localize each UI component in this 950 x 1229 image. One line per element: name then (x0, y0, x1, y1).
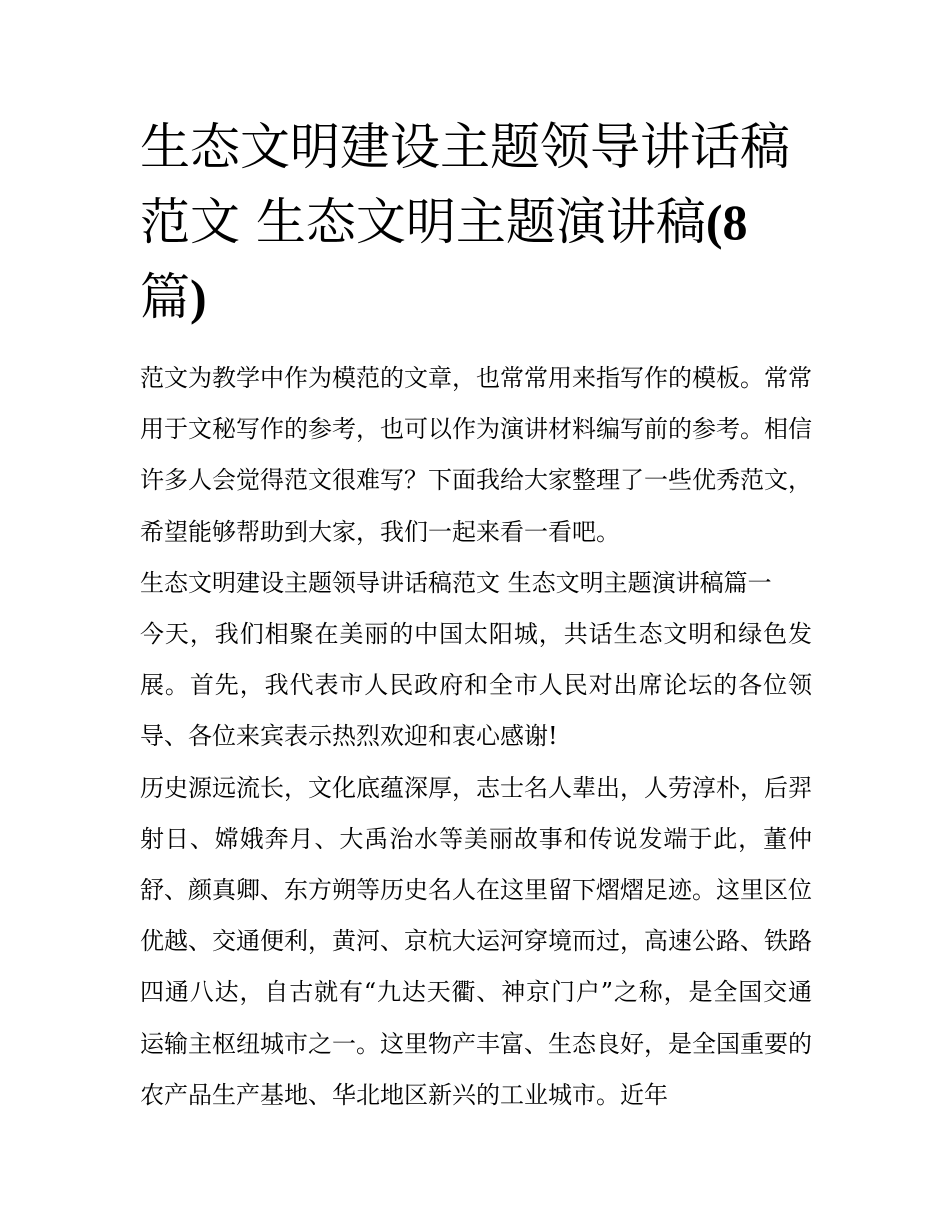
section-heading: 生态文明建设主题领导讲话稿范文 生态文明主题演讲稿篇一 (140, 568, 772, 597)
title-count-open: (8 (705, 194, 748, 250)
history-paragraph: 历史源远流长，文化底蕴深厚，志士名人辈出，人劳淳朴，后羿射日、嫦娥奔月、大禹治水等美丽故事和传说发端于此，董仲舒、颜真卿、东方朔等历史名人在这里留下熠熠足迹。这里区位优越、交通便利，黄河、京杭大运河穿境而过，高速公路、铁路四通八达，自古就有“九达天衢、神京门户”之称，是全国交通运输主枢纽城市之一。这里物产丰富、生态良好，是全国重要的农产品生产基地、华北地区新兴的工业城市。近年 (140, 773, 812, 1109)
welcome-paragraph: 今天，我们相聚在美丽的中国太阳城，共话生态文明和绿色发展。首先，我代表市人民政府和全市人民对出席论坛的各位领导、各位来宾表示热烈欢迎和衷心感谢! (140, 620, 812, 751)
title-count-close: ) (190, 269, 207, 325)
intro-paragraph: 范文为教学中作为模范的文章，也常常用来指写作的模板。常常用于文秘写作的参考，也可以作为演讲材料编写前的参考。相信许多人会觉得范文很难写？下面我给大家整理了一些优秀范文，希望能够帮助到大家，我们一起来看一看吧。 (140, 364, 812, 546)
title-text: 生态文明建设主题领导讲话稿范文 生态文明主题演讲稿 (140, 118, 790, 251)
document-body (140, 353, 812, 1121)
title-count-unit: 篇 (140, 268, 190, 326)
document-title (140, 110, 810, 335)
